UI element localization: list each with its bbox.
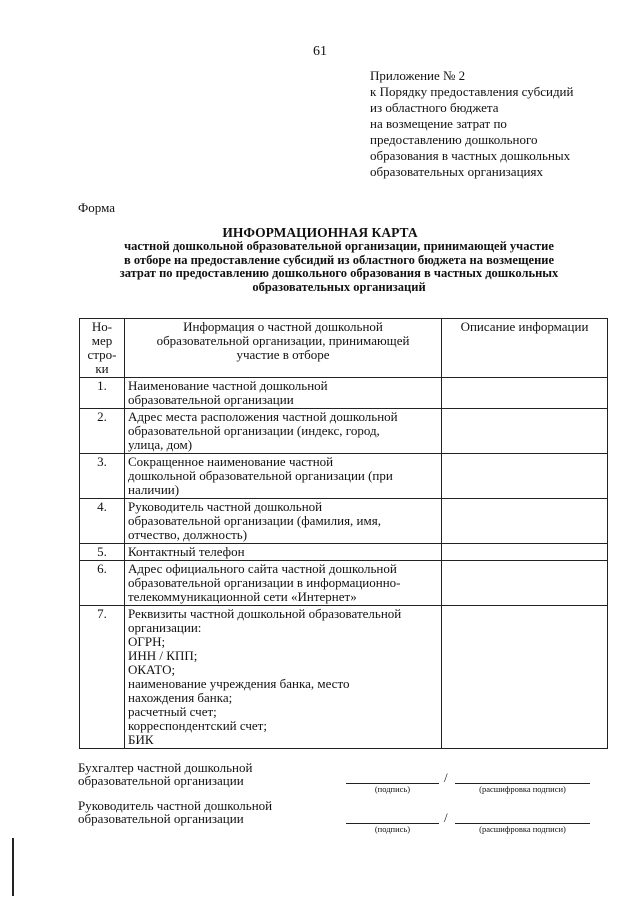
row-text-line: телекоммуникационной сети «Интернет»: [128, 589, 357, 604]
row-number: 4.: [80, 499, 125, 544]
page-number: 61: [313, 44, 327, 59]
row-information: [125, 606, 442, 749]
table-row: [80, 499, 608, 544]
label-line: Бухгалтер частной дошкольной: [78, 760, 253, 775]
table-row: [80, 454, 608, 499]
row-text-line: образовательной организации (фамилия, имя,: [128, 513, 381, 528]
row-text-line: Контактный телефон: [128, 544, 245, 559]
row-text-line: образовательной организации: [128, 392, 294, 407]
accountant-label: [78, 761, 252, 787]
subtitle-line: затрат по предоставлению дошкольного образования в частных дошкольных: [119, 266, 559, 280]
appendix-line: Приложение № 2: [370, 68, 466, 83]
row-number: 7.: [80, 606, 125, 749]
row-information: [125, 378, 442, 409]
row-text-line: Реквизиты частной дошкольной образовательной: [128, 606, 402, 621]
appendix-line: образовательных организациях: [370, 164, 543, 179]
row-description-cell[interactable]: [442, 378, 608, 409]
row-text-line: Адрес места расположения частной дошкольной: [128, 409, 398, 424]
header-text: Но-: [91, 319, 113, 334]
appendix-line: предоставлению дошкольного: [370, 132, 538, 147]
row-description-cell[interactable]: [442, 499, 608, 544]
signature-caption: (подпись): [374, 784, 411, 794]
appendix-line: образования в частных дошкольных: [370, 148, 571, 163]
appendix-header: [370, 68, 573, 180]
row-information: [125, 454, 442, 499]
row-text-line: образовательной организации в информационно-: [128, 575, 401, 590]
label-line: Руководитель частной дошкольной: [78, 798, 273, 813]
separator-slash: /: [444, 770, 448, 785]
row-description-cell[interactable]: [442, 409, 608, 454]
document-subtitle: [80, 240, 598, 294]
table-row: [80, 378, 608, 409]
row-information: [125, 561, 442, 606]
subtitle-line: в отборе на предоставление субсидий из областного бюджета на возмещение: [123, 252, 555, 267]
row-text-line: образовательной организации (индекс, город,: [128, 423, 380, 438]
row-information: [125, 499, 442, 544]
name-caption: (расшифровка подписи): [479, 784, 566, 794]
header-text: участие в отборе: [236, 347, 330, 362]
row-text-line: Адрес официального сайта частной дошкольной: [128, 561, 397, 576]
row-text-line: Наименование частной дошкольной: [128, 378, 328, 393]
form-label: Форма: [78, 200, 115, 215]
label-line: образовательной организации: [78, 811, 244, 826]
header-text: мер: [91, 333, 113, 348]
margin-mark: [12, 838, 14, 896]
row-number: 2.: [80, 409, 125, 454]
row-text-line: наличии): [128, 482, 180, 497]
row-text-line: ОКАТО;: [128, 662, 176, 677]
row-text-line: дошкольной образовательной организации (при: [128, 468, 393, 483]
label-line: образовательной организации: [78, 773, 244, 788]
row-description-cell[interactable]: [442, 606, 608, 749]
row-text-line: наименование учреждения банка, место: [128, 676, 350, 691]
row-text-line: нахождения банка;: [128, 690, 233, 705]
row-text-line: Руководитель частной дошкольной: [128, 499, 323, 514]
row-text-line: Сокращенное наименование частной: [128, 454, 334, 469]
row-text-line: БИК: [128, 732, 154, 747]
row-text-line: ОГРН;: [128, 634, 166, 649]
header-text: стро-: [87, 347, 117, 362]
row-number: 3.: [80, 454, 125, 499]
header-description: Описание информации: [442, 319, 608, 378]
header-row-number: [80, 319, 125, 378]
appendix-line: из областного бюджета: [370, 100, 499, 115]
subtitle-line: частной дошкольной образовательной организации, принимающей участие: [124, 239, 554, 253]
row-description-cell[interactable]: [442, 561, 608, 606]
appendix-line: на возмещение затрат по: [370, 116, 507, 131]
appendix-line: к Порядку предоставления субсидий: [370, 84, 574, 99]
name-caption: (расшифровка подписи): [479, 824, 566, 834]
table-row: [80, 409, 608, 454]
row-text-line: организации:: [128, 620, 202, 635]
row-number: 1.: [80, 378, 125, 409]
header-text: Информация о частной дошкольной: [183, 319, 383, 334]
header-text: образовательной организации, принимающей: [156, 333, 410, 348]
row-text-line: отчество, должность): [128, 527, 248, 542]
signature-caption: (подпись): [374, 824, 411, 834]
row-information: [125, 544, 442, 561]
document-title: ИНФОРМАЦИОННАЯ КАРТА: [222, 225, 418, 240]
subtitle-line: образовательных организаций: [252, 279, 426, 294]
header-text: ки: [95, 361, 109, 376]
row-text-line: корреспондентский счет;: [128, 718, 267, 733]
row-number: 5.: [80, 544, 125, 561]
row-description-cell[interactable]: [442, 454, 608, 499]
table-row: [80, 544, 608, 561]
row-text-line: ИНН / КПП;: [128, 648, 198, 663]
row-description-cell[interactable]: [442, 544, 608, 561]
row-information: [125, 409, 442, 454]
table-row: [80, 561, 608, 606]
separator-slash: /: [444, 810, 448, 825]
row-text-line: улица, дом): [128, 437, 193, 452]
row-number: 6.: [80, 561, 125, 606]
table-row: [80, 606, 608, 749]
row-text-line: расчетный счет;: [128, 704, 217, 719]
director-label: [78, 799, 272, 825]
info-table: [79, 318, 608, 749]
table-header-row: [80, 319, 608, 378]
header-information: [125, 319, 442, 378]
